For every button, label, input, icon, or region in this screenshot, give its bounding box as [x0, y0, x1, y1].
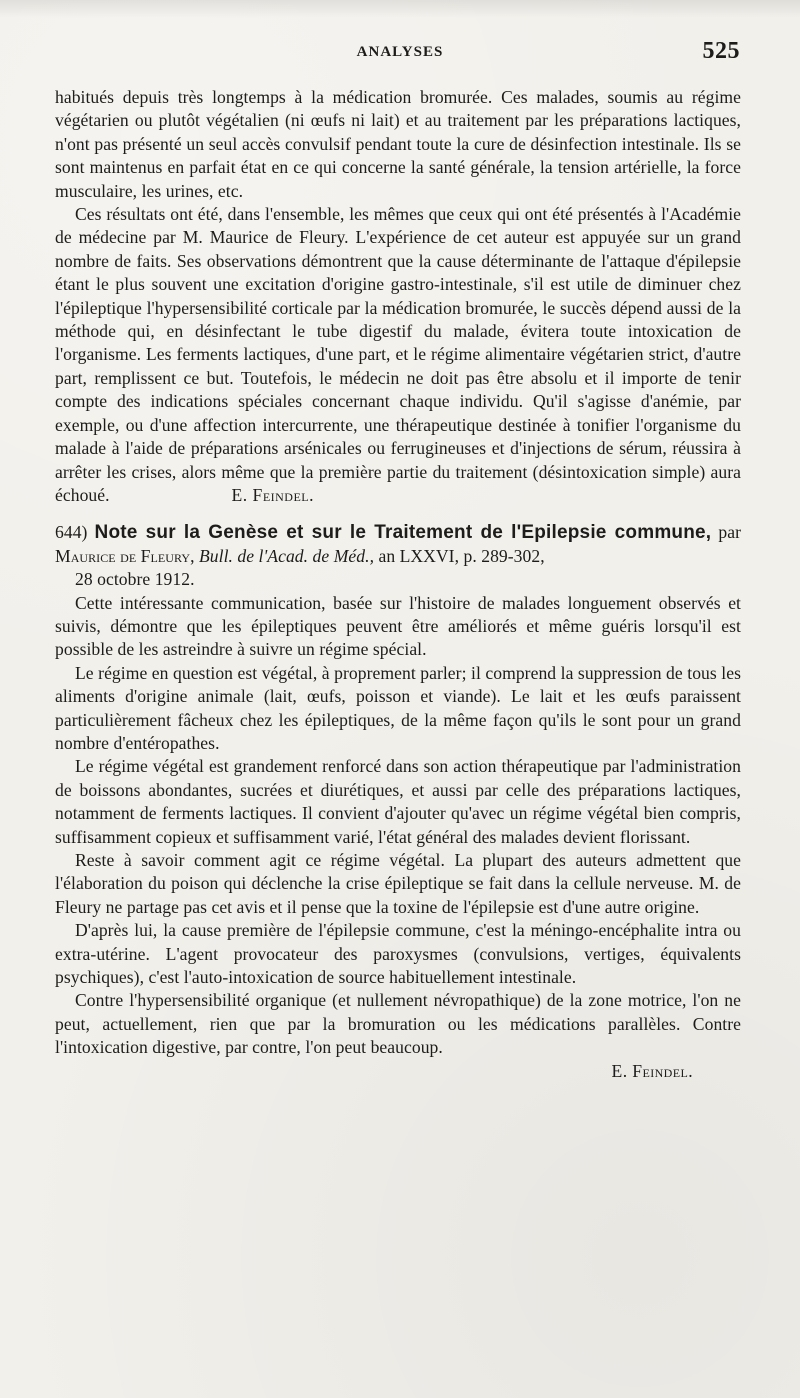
- paragraph-3: Cette intéressante communication, basée sur l'histoire de malades longuement observés et suivis, démontre que les épileptiques peuvent être améliorés et même guéris lorsqu'il est possible de les astreindre à suivre un régime spécial.: [55, 592, 741, 660]
- entry-by: par: [718, 522, 741, 543]
- paragraph-7: D'après lui, la cause première de l'épilepsie commune, c'est la méningo-encéphalite intra ou extra-utérine. L'agent provocateur des paroxysmes (convulsions, vertiges, équivalents psychiques), c'est l'auto-intoxication de source habituellement intestinale.: [55, 920, 741, 988]
- entry-number: 644): [55, 522, 88, 543]
- paragraph-2-text: Ces résultats ont été, dans l'ensemble, les mêmes que ceux qui ont été présentés à l'Académie de médecine par M. Maurice de Fleury. L'expérience de cet auteur est appuyée sur un grand nombre de faits. Ses observations démontrent que la cause déterminante de l'attaque d'épilepsie étant le plus souvent une excitation d'origine gastro-intestinale, s'il est utile de diminuer chez l'épileptique l'hypersensibilité corticale par la médication bromurée, le succès dépend aussi de la méthode qui, en désinfectant le tube digestif du malade, évitera toute intoxication de l'organisme. Les ferments lactiques, d'une part, et le régime alimentaire végétarien strict, d'autre part, remplissent ce but. Toutefois, le médecin ne doit pas être absolu et il importe de tenir compte des indications spéciales concernant chaque individu. Qu'il s'agisse d'anémie, par exemple, ou d'une affection intercurrente, une thérapeutique destinée à tonifier l'organisme du malade à l'aide de préparations arsénicales ou ferrugineuses et d'injections de sérum, réussira à arrêter les crises, alors même que la première partie du traitement (désintoxication simple) aura échoué.: [55, 204, 741, 505]
- paragraph-8: Contre l'hypersensibilité organique (et nullement névropathique) de la zone motrice, l'on ne peut, actuellement, rien que par la bromuration ou les médications parallèles. Contre l'intoxication digestive, par contre, l'on peut beaucoup.: [55, 990, 741, 1058]
- signature-feindel-1: E. Feindel.: [231, 484, 315, 505]
- entry-author: Maurice de Fleury,: [55, 545, 195, 566]
- page-edge-shadow: [0, 0, 800, 18]
- page-header: [0, 38, 800, 74]
- entry-date: 28 octobre 1912.: [75, 569, 195, 590]
- entry-issue: an LXXVI, p. 289-302,: [378, 545, 545, 566]
- paragraph-5: Le régime végétal est grandement renforcé dans son action thérapeutique par l'administration de boissons abondantes, sucrées et diurétiques, et aussi par celle des préparations lactiques, notamment de ferments lactiques. Il convient d'ajouter qu'avec un régime végétal bien compris, suffisamment copieux et suffisamment varié, l'état général des malades devient florissant.: [55, 756, 741, 847]
- paragraph-6: Reste à savoir comment agit ce régime végétal. La plupart des auteurs admettent que l'élaboration du poison qui déclenche la crise épileptique se fait dans la cellule nerveuse. M. de Fleury ne partage pas cet avis et il pense que la toxine de l'épilepsie est d'une autre origine.: [55, 850, 741, 917]
- signature-feindel-2: E. Feindel.: [611, 1060, 693, 1081]
- page-body: [55, 86, 741, 1083]
- entry-journal: Bull. de l'Acad. de Méd.,: [198, 545, 375, 566]
- running-head: ANALYSES: [356, 44, 444, 60]
- bibliographic-entry-644: [55, 521, 741, 591]
- page-number: 525: [702, 38, 740, 64]
- paragraph-4: Le régime en question est végétal, à proprement parler; il comprend la suppression de tous les aliments d'origine animale (lait, œufs, poisson et viande). Le lait et les œufs paraissent particulièrement fâcheux chez les épileptiques, de la même façon qu'ils le sont pour un grand nombre d'entéropathes.: [55, 662, 741, 753]
- paragraph-1: habitués depuis très longtemps à la médication bromurée. Ces malades, soumis au régime végétarien ou plutôt végétalien (ni œufs ni lait) et au traitement par les préparations lactiques, n'ont pas présenté un seul accès convulsif pendant toute la cure de désinfection intestinale. Ils se sont maintenus en parfait état en ce qui concerne la santé générale, la tension artérielle, la force musculaire, les urines, etc.: [55, 87, 741, 201]
- entry-title: Note sur la Genèse et sur le Traitement de l'Epilepsie commune,: [94, 522, 712, 544]
- paragraph-2: [55, 203, 741, 507]
